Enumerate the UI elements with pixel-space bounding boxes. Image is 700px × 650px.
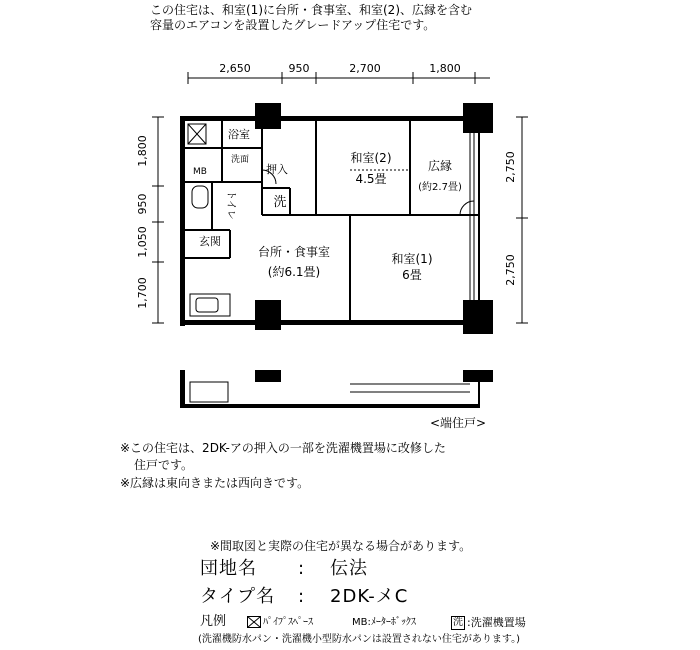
pipe-space-icon [247, 616, 261, 628]
note-1b: 住戸です。 [134, 458, 194, 472]
dim-top-4: 1,800 [429, 62, 461, 75]
header-line-1: この住宅は、和室(1)に台所・食事室、和室(2)、広縁を含む [150, 3, 472, 17]
interior-walls [185, 121, 478, 320]
legend-mb: MB:ﾒｰﾀｰﾎﾞｯｸｽ [352, 617, 416, 628]
dim-left-1: 1,800 [136, 135, 149, 167]
dim-left-4: 1,700 [136, 277, 149, 309]
room-mb: MB [193, 167, 207, 177]
legend-wash-text: :洗濯機置場 [467, 616, 526, 629]
dim-top-3: 2,700 [349, 62, 381, 75]
room-closet: 押入 [266, 163, 288, 176]
room-kitchen-name: 台所・食事室 [257, 245, 331, 259]
room-washitsu1-size: 6畳 [402, 268, 422, 282]
header-line-2: 容量のエアコンを設置したグレードアップ住宅です。 [150, 18, 436, 32]
unit-position-label: <端住戸> [430, 416, 487, 430]
left-dimension-line [152, 117, 164, 323]
door-swing [460, 201, 474, 215]
fixtures [188, 124, 474, 316]
complex-sep: : [298, 558, 306, 579]
type-label: タイプ名 [200, 586, 276, 607]
room-bath: 浴室 [228, 128, 250, 141]
column-top-left [255, 103, 281, 129]
legend-wash-symbol: 洗 [453, 617, 463, 628]
room-entrance: 玄関 [199, 235, 221, 248]
dim-top-1: 2,650 [219, 62, 251, 75]
room-laundry: 洗 [273, 195, 287, 210]
room-wash: 洗面 [230, 155, 250, 165]
dim-right-2: 2,750 [504, 254, 517, 286]
column-top-right [463, 103, 493, 133]
type-sep: : [298, 586, 306, 607]
complex-label: 団地名 [200, 558, 257, 579]
balcony-plan [180, 370, 493, 408]
disclaimer: ※間取図と実際の住宅が異なる場合があります。 [210, 539, 472, 553]
dim-left-3: 1,050 [136, 226, 149, 258]
room-kitchen-size: (約6.1畳) [267, 265, 321, 279]
dim-right-1: 2,750 [504, 151, 517, 183]
legend-title: 凡例 [200, 614, 227, 629]
column-bottom-left [255, 300, 281, 330]
dim-top-2: 950 [288, 62, 310, 75]
dim-left-2: 950 [136, 193, 149, 215]
toilet-fixture [192, 186, 208, 208]
legend-pipe: ﾊﾟｲﾌﾟｽﾍﾟｰｽ [263, 617, 313, 628]
room-hiroen-size: (約2.7畳) [418, 182, 462, 193]
room-washitsu1-name: 和室(1) [391, 252, 433, 266]
note-1a: ※この住宅は、2DK-アの押入の一部を洗濯機置場に改修した [120, 441, 446, 455]
room-washitsu2-size: 4.5畳 [355, 172, 387, 186]
complex-value: 伝法 [330, 558, 368, 579]
right-dimension-line [516, 117, 528, 323]
note-2: ※広縁は東向きまたは西向きです。 [120, 476, 310, 490]
room-washitsu2-name: 和室(2) [350, 151, 392, 165]
column-bottom-right [463, 300, 493, 334]
room-hiroen-name: 広縁 [427, 159, 453, 173]
legend-footnote: (洗濯機防水パン・洗濯機小型防水パンは設置されない住宅があります。) [198, 634, 521, 645]
room-toilet: トイレ [225, 190, 236, 220]
type-value: 2DK-メC [330, 586, 409, 607]
